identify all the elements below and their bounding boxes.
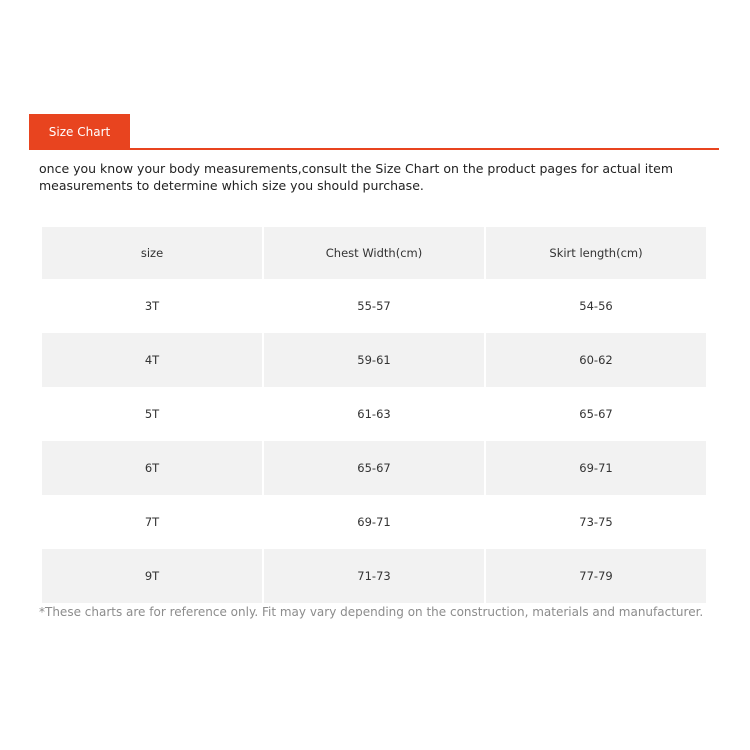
size-cell: 7T [144,515,160,529]
skirt-length-cell: 69-71 [486,441,706,495]
skirt-length-cell: 65-67 [579,407,613,421]
table-row [42,333,706,387]
size-cell: 4T [42,333,262,387]
size-cell: 6T [42,441,262,495]
intro-text: once you know your body measurements,consult the Size Chart on the product pages for actual item measurements to determine which size you should purchase. [39,161,674,193]
skirt-length-cell: 60-62 [486,333,706,387]
size-table [40,227,708,603]
chest-width-cell: 59-61 [264,333,484,387]
skirt-length-cell: 77-79 [486,549,706,603]
chest-width-cell: 55-57 [357,299,391,313]
table-row [42,279,706,333]
chest-width-cell: 61-63 [357,407,391,421]
column-header-size: size [42,227,262,279]
table-header-row [42,227,706,279]
column-header-chest-width: Chest Width(cm) [264,227,484,279]
chest-width-cell: 65-67 [264,441,484,495]
size-cell: 9T [42,549,262,603]
size-chart-tab-header [29,114,719,150]
size-cell: 3T [144,299,160,313]
size-cell: 5T [144,407,160,421]
chest-width-cell: 71-73 [264,549,484,603]
table-row [42,441,706,495]
chest-width-cell: 69-71 [357,515,391,529]
table-row [42,387,706,441]
size-chart-section [29,114,719,583]
reference-footnote: *These charts are for reference only. Fit may vary depending on the construction, materials and manufacturer. [39,605,704,619]
size-chart-tab[interactable]: Size Chart [29,114,130,148]
table-row [42,495,706,549]
skirt-length-cell: 54-56 [579,299,613,313]
table-row [42,549,706,603]
skirt-length-cell: 73-75 [579,515,613,529]
column-header-skirt-length: Skirt length(cm) [486,227,706,279]
